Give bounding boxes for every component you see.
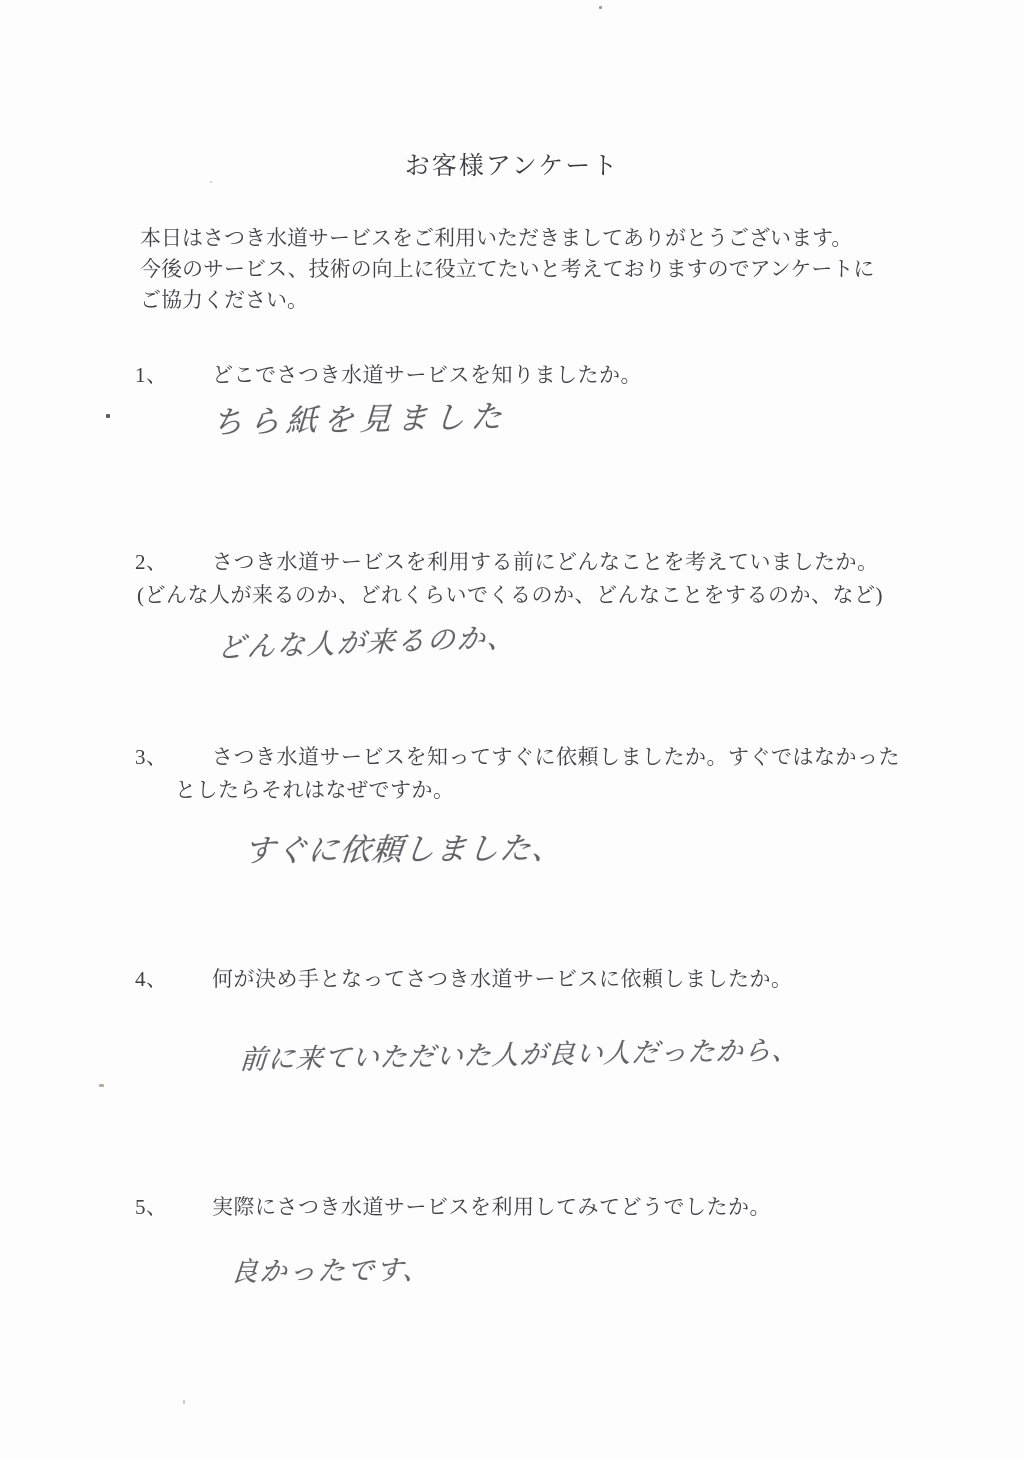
scan-speck [599, 6, 602, 9]
page-title: お客様アンケート [404, 153, 620, 180]
question-4-text: 何が決め手となってさつき水道サービスに依頼しましたか。 [212, 967, 793, 991]
intro-paragraph [140, 223, 930, 316]
question-3-number: 3、 [135, 745, 168, 769]
scan-speck [210, 181, 212, 183]
intro-line-1: 本日はさつき水道サービスをご利用いただきましてありがとうございます。 [140, 226, 853, 250]
question-2-number: 2、 [135, 550, 168, 574]
question-5-text: 実際にさつき水道サービスを利用してみてどうでしたか。 [212, 1195, 771, 1219]
intro-line-2: 今後のサービス、技術の向上に役立てたいと考えておりますのでアンケートに [140, 257, 875, 281]
question-2-text-line-2: (どんな人が来るのか、どれくらいでくるのか、どんなことをするのか、など) [137, 583, 883, 607]
scan-speck [99, 1084, 104, 1087]
handwritten-answer-4: 前に来ていただいた人が良い人だったから、 [238, 1035, 801, 1076]
handwritten-answer-5: 良かったです、 [229, 1254, 433, 1289]
handwritten-answer-2: どんな人が来るのか、 [216, 620, 518, 665]
scan-speck [183, 1400, 185, 1404]
scan-speck [106, 414, 110, 418]
intro-line-3: ご協力ください。 [140, 288, 308, 312]
handwritten-answer-3: すぐに依頼しました、 [241, 830, 566, 870]
question-1-text: どこでさつき水道サービスを知りましたか。 [212, 363, 642, 387]
question-4-number: 4、 [135, 967, 168, 991]
question-5-number: 5、 [135, 1195, 168, 1219]
handwritten-answer-1: ちら紙を見ました [210, 398, 509, 442]
question-2-text-line-1: さつき水道サービスを利用する前にどんなことを考えていましたか。 [212, 550, 879, 574]
question-3-text-line-1: さつき水道サービスを知ってすぐに依頼しましたか。すぐではなかった [212, 745, 900, 769]
question-3-text-line-2: としたらそれはなぜですか。 [175, 778, 455, 802]
question-1-number: 1、 [135, 363, 168, 387]
